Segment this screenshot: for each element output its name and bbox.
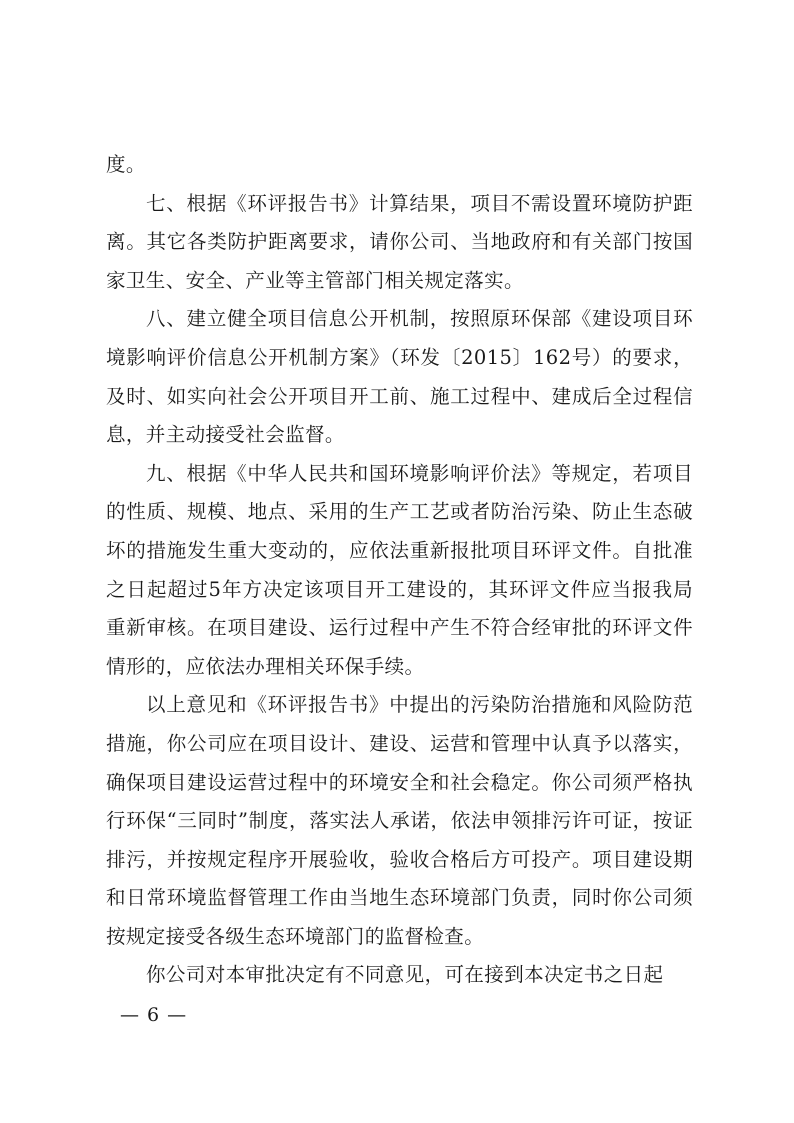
paragraph-continuation: 度。	[106, 153, 146, 176]
paragraph-appeal: 你公司对本审批决定有不同意见，可在接到本决定书之日起	[146, 963, 664, 987]
document-body	[106, 146, 693, 995]
paragraph-item-8: 八、建立健全项目信息公开机制，按照原环保部《建设项目环境影响评价信息公开机制方案》（环发〔2015〕162号）的要求，及时、如实向社会公开项目开工前、施工过程中、建成后全过程信息，并主动接受社会监督。	[106, 307, 693, 447]
paragraph-item-9: 九、根据《中华人民共和国环境影响评价法》等规定，若项目的性质、规模、地点、采用的生产工艺或者防治污染、防止生态破坏的措施发生重大变动的，应依法重新报批项目环评文件。自批准之日起超过5年方决定该项目开工建设的，其环评文件应当报我局重新审核。在项目建设、运行过程中产生不符合经审批的环评文件情形的，应依法办理相关环保手续。	[106, 461, 693, 678]
paragraph-summary: 以上意见和《环评报告书》中提出的污染防治措施和风险防范措施，你公司应在项目设计、建设、运营和管理中认真予以落实，确保项目建设运营过程中的环境安全和社会稳定。你公司须严格执行环保“三同时”制度，落实法人承诺，依法申领排污许可证，按证排污，并按规定程序开展验收，验收合格后方可投产。项目建设期和日常环境监督管理工作由当地生态环境部门负责，同时你公司须按规定接受各级生态环境部门的监督检查。	[106, 693, 693, 948]
page-number: — 6 —	[120, 1004, 188, 1026]
paragraph-item-7: 七、根据《环评报告书》计算结果，项目不需设置环境防护距离。其它各类防护距离要求，请你公司、当地政府和有关部门按国家卫生、安全、产业等主管部门相关规定落实。	[106, 191, 693, 292]
